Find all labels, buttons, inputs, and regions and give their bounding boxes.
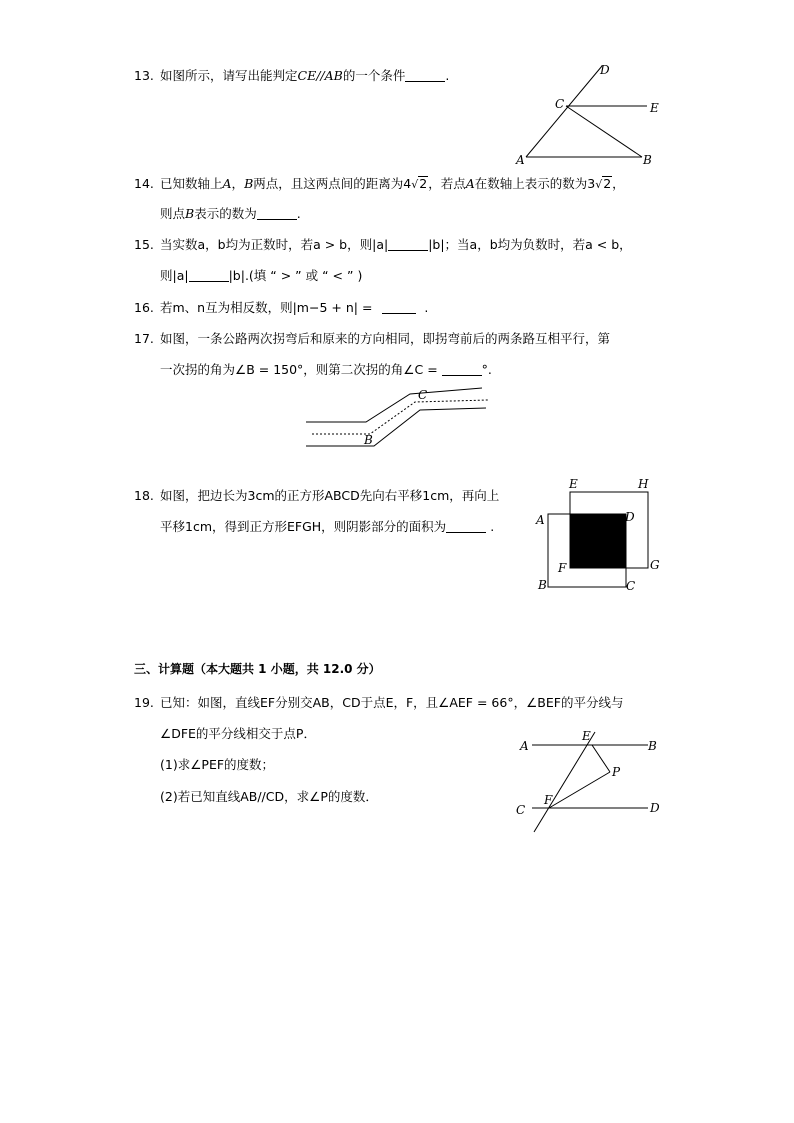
question-text: |b|.(填 “ > ” 或 “ < ” ) [228,268,363,283]
point-b: B [244,176,254,191]
radicand: 2 [603,176,612,191]
figure-18-squares [530,472,670,597]
answer-blank [382,301,416,314]
question-text: 当实数a，b均为正数时，若a > b，则|a| [160,237,389,252]
question-number: 19. [134,695,154,710]
question-text: ， [612,176,625,191]
figure-19-transversal [512,730,672,835]
question-number: 13. [134,68,154,83]
label-c: C [516,803,526,817]
section-heading: 三、计算题（本大题共 1 小题，共 12.0 分） [134,662,381,676]
label-f: F [558,561,567,575]
question-end: . [445,68,450,83]
question-19-line-1 [134,695,623,711]
question-16 [134,300,428,316]
label-g: G [650,558,660,572]
question-text: 在数轴上表示的数为3 [474,176,596,191]
math-expression: CE//AB [297,68,343,83]
answer-blank [257,207,297,220]
question-14-line-2 [160,206,301,222]
question-text: 表示的数为 [194,206,257,221]
label-c: C [626,579,636,593]
question-14-line-1: 14. 已知数轴上A，B两点，且这两点间的距离为4√2，若点A在数轴上表示的数为3√2， [134,176,625,191]
label-c: C [418,388,428,402]
question-text-tail: 的一个条件 [342,68,406,83]
question-text: |b|；当a，b均为负数时，若a < b， [428,237,632,252]
question-text: 则|a| [160,268,189,283]
label-b: B [643,153,652,167]
question-19-part-2: (2)若已知直线AB//CD，求∠P的度数． [160,789,378,804]
answer-blank [405,69,445,82]
answer-blank [446,520,486,533]
label-p: P [612,765,621,779]
question-15-line-2 [160,268,362,284]
shaded-region [570,514,626,568]
label-b: B [648,739,657,753]
question-text: 一次拐的角为∠B = 150°，则第二次拐的角∠C = [160,362,442,377]
question-text: 若m、n互为相反数，则|m−5 + n| = [160,300,377,315]
question-text: 如图，一条公路两次拐弯后和原来的方向相同，即拐弯前后的两条路互相平行，第 [160,331,611,346]
point-a: A [465,176,475,191]
question-text: 如图，把边长为3cm的正方形ABCD先向右平移1cm，再向上 [160,488,500,503]
question-13 [134,68,449,84]
label-a: A [516,153,525,167]
question-text: 已知：如图，直线EF分别交AB，CD于点E，F，且∠AEF = 66°，∠BEF的平分线与 [160,695,624,710]
question-text: 如图所示，请写出能判定 [160,68,298,83]
separator: ， [231,176,245,191]
question-17-line-1 [134,331,610,347]
label-e: E [569,477,578,491]
question-number: 17. [134,331,154,346]
question-17-line-2 [160,362,492,378]
question-number: 16. [134,300,154,315]
figure-17-road [300,382,495,452]
question-number: 18. [134,488,154,503]
question-text: 平移1cm，得到正方形EFGH，则阴影部分的面积为 [160,519,447,534]
question-19-part-1: (1)求∠PEF的度数； [160,757,275,772]
question-15-line-1 [134,237,632,253]
point-b: B [185,206,195,221]
radicand: 2 [419,176,428,191]
question-end: . [490,519,495,534]
question-text: 已知数轴上 [160,176,223,191]
question-19-line-2 [160,726,316,742]
question-text: ∠DFE的平分线相交于点P． [160,726,316,741]
question-number: 15. [134,237,154,252]
label-b: B [364,433,373,447]
question-end: . [424,300,429,315]
label-a: A [536,513,545,527]
label-d: D [600,63,610,77]
answer-blank [388,238,428,251]
question-18-line-2 [160,519,494,535]
label-d: D [625,510,635,524]
answer-blank [442,363,482,376]
label-b: B [538,578,547,592]
figure-13-parallel-lines [510,60,670,170]
label-h: H [638,477,649,491]
question-text: 两点，且这两点间的距离为4 [253,176,412,191]
label-e: E [650,101,659,115]
label-c: C [555,97,565,111]
point-a: A [222,176,232,191]
label-a: A [520,739,529,753]
question-number: 14. [134,176,154,191]
question-text: 则点 [160,206,186,221]
question-end: . [296,206,301,221]
label-e: E [582,729,591,743]
label-f: F [544,793,553,807]
question-18-line-1 [134,488,499,504]
question-end: °. [481,362,492,377]
answer-blank [189,269,229,282]
question-text: ，若点 [428,176,466,191]
label-d: D [650,801,660,815]
